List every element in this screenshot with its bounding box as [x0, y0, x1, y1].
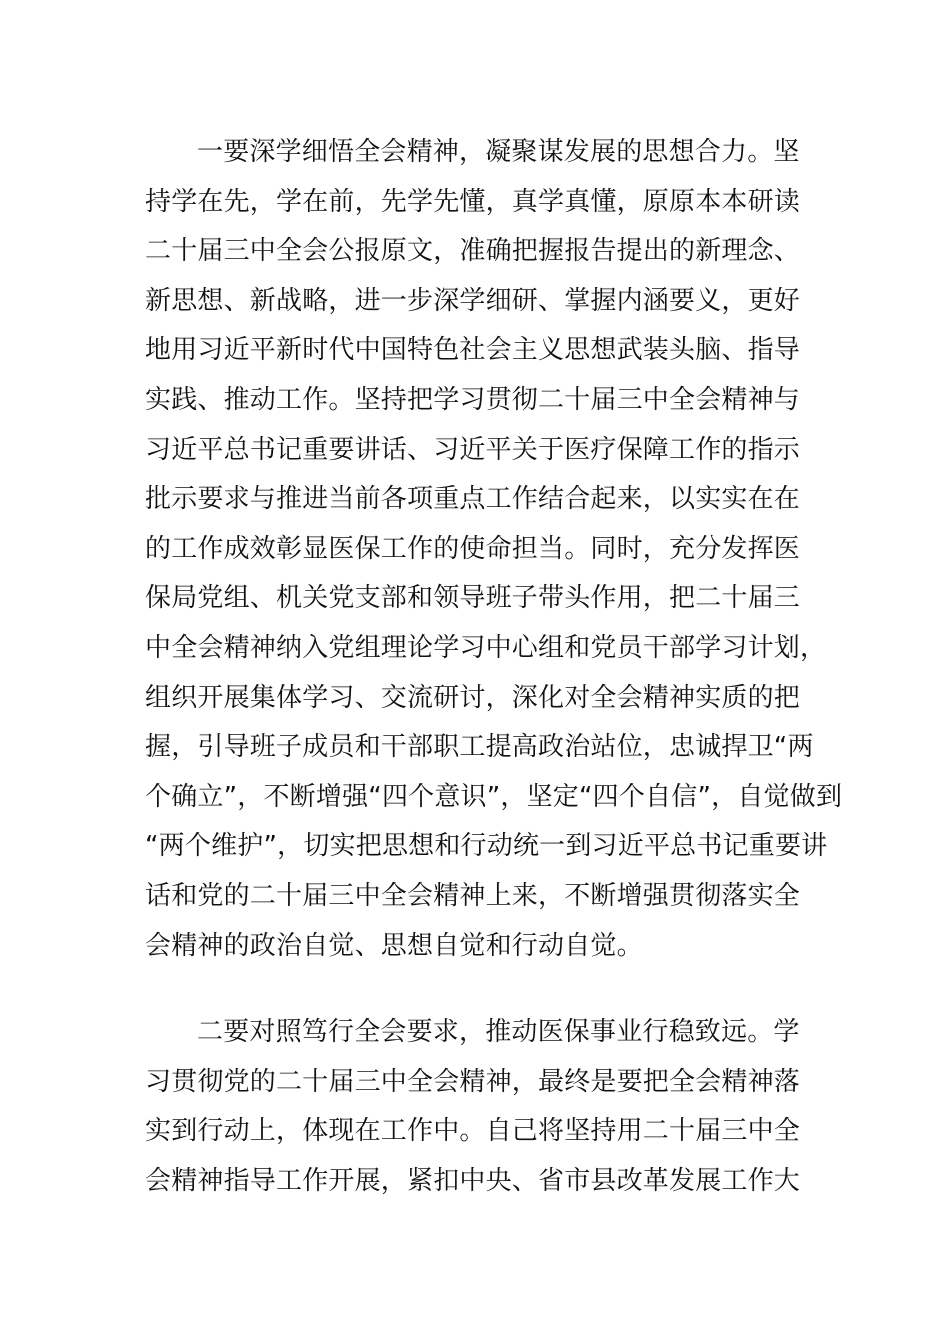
paragraph-1 — [145, 128, 843, 971]
paragraph-1-line-16: 话和党的二十届三中全会精神上来，不断增强贯彻落实全 — [145, 880, 801, 911]
paragraph-2 — [145, 1008, 815, 1206]
paragraph-1-line-6: 实践、推动工作。坚持把学习贯彻二十届三中全会精神与 — [145, 384, 801, 415]
paragraph-2-line-4: 会精神指导工作开展，紧扣中央、省市县改革发展工作大 — [145, 1165, 801, 1196]
paragraph-1-line-2: 持学在先，学在前，先学先懂，真学真懂，原原本本研读 — [145, 186, 801, 217]
paragraph-1-line-11: 中全会精神纳入党组理论学习中心组和党员干部学习计划， — [145, 632, 827, 663]
paragraph-2-line-3: 实到行动上，体现在工作中。自己将坚持用二十届三中全 — [145, 1116, 801, 1147]
paragraph-1-line-7: 习近平总书记重要讲话、习近平关于医疗保障工作的指示 — [145, 434, 801, 465]
paragraph-1-line-17: 会精神的政治自觉、思想自觉和行动自觉。 — [145, 930, 643, 961]
paragraph-1-line-3: 二十届三中全会公报原文，准确把握报告提出的新理念、 — [145, 236, 801, 267]
paragraph-1-line-12: 组织开展集体学习、交流研讨，深化对全会精神实质的把 — [145, 682, 801, 713]
paragraph-1-line-9: 的工作成效彰显医保工作的使命担当。同时，充分发挥医 — [145, 533, 801, 564]
paragraph-2-line-2: 习贯彻党的二十届三中全会精神，最终是要把全会精神落 — [145, 1066, 801, 1097]
paragraph-1-line-8: 批示要求与推进当前各项重点工作结合起来，以实实在在 — [145, 484, 801, 515]
paragraph-1-line-13: 握，引导班子成员和干部职工提高政治站位，忠诚捍卫“两 — [145, 732, 814, 763]
paragraph-1-line-5: 地用习近平新时代中国特色社会主义思想武装头脑、指导 — [145, 335, 801, 366]
paragraph-1-line-15: “两个维护”，切实把思想和行动统一到习近平总书记重要讲 — [145, 831, 828, 862]
paragraph-1-line-14: 个确立”，不断增强“四个意识”，坚定“四个自信”，自觉做到 — [145, 781, 843, 812]
paragraph-1-line-1: 一要深学细悟全会精神，凝聚谋发展的思想合力。坚 — [197, 137, 800, 167]
paragraph-1-line-10: 保局党组、机关党支部和领导班子带头作用，把二十届三 — [145, 583, 801, 614]
paragraph-1-line-4: 新思想、新战略，进一步深学细研、掌握内涵要义，更好 — [145, 285, 801, 316]
paragraph-2-line-1: 二要对照笃行全会要求，推动医保事业行稳致远。学 — [197, 1017, 800, 1047]
